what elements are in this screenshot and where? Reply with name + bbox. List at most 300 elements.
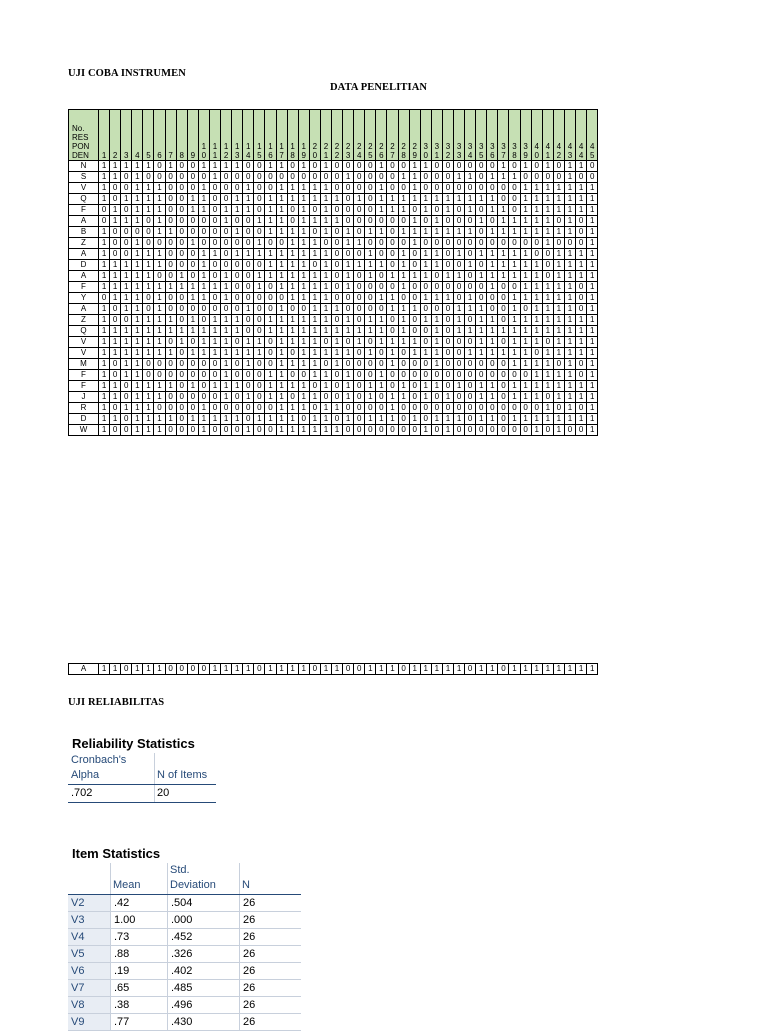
item-label: V5 (68, 946, 110, 962)
score-cell: 0 (221, 304, 232, 315)
column-number: 3 6 (490, 142, 495, 160)
respondent-row (69, 370, 598, 381)
score-cell: 0 (331, 381, 342, 392)
score-cell: 1 (287, 282, 298, 293)
score-cell: 0 (354, 282, 365, 293)
score-cell: 1 (143, 271, 154, 282)
item-mean: .65 (110, 980, 167, 996)
score-cell: 1 (110, 282, 121, 293)
score-cell: 1 (298, 392, 309, 403)
score-cell: 0 (487, 304, 498, 315)
score-cell: 1 (520, 260, 531, 271)
score-cell: 1 (331, 359, 342, 370)
score-cell: 0 (165, 359, 176, 370)
score-cell: 1 (487, 337, 498, 348)
score-cell: 0 (442, 172, 453, 183)
score-cell: 0 (209, 403, 220, 414)
score-cell: 1 (498, 271, 509, 282)
score-cell: 1 (143, 260, 154, 271)
item-stat-row (68, 929, 301, 946)
score-cell: 1 (553, 370, 564, 381)
item-mean: .88 (110, 946, 167, 962)
score-cell: 0 (354, 359, 365, 370)
score-cell: 1 (176, 326, 187, 337)
score-cell: 1 (320, 249, 331, 260)
respondent-row (69, 315, 598, 326)
score-cell: 0 (387, 227, 398, 238)
score-cell: 1 (254, 348, 265, 359)
column-header (198, 110, 209, 161)
cronbach-alpha-header-line1: Cronbach's (71, 754, 127, 766)
score-cell: 1 (398, 315, 409, 326)
score-cell: 1 (254, 249, 265, 260)
score-cell: 1 (520, 315, 531, 326)
score-cell: 0 (398, 216, 409, 227)
score-cell: 0 (387, 161, 398, 172)
score-cell: 1 (276, 414, 287, 425)
respondent-row (69, 403, 598, 414)
score-cell: 1 (487, 271, 498, 282)
score-cell: 0 (254, 260, 265, 271)
score-cell: 0 (331, 205, 342, 216)
score-cell: 0 (442, 370, 453, 381)
score-cell: 1 (531, 414, 542, 425)
score-cell: 1 (298, 205, 309, 216)
score-cell: 1 (387, 271, 398, 282)
col-divider-3 (239, 863, 240, 894)
column-number: 4 2 (556, 142, 562, 160)
cronbach-alpha-header-line2: Alpha (71, 769, 100, 781)
score-cell: 0 (309, 227, 320, 238)
score-cell: 0 (110, 370, 121, 381)
score-cell: 0 (309, 260, 320, 271)
score-cell: 1 (531, 359, 542, 370)
score-cell: 0 (387, 282, 398, 293)
score-cell: 1 (354, 326, 365, 337)
score-cell: 1 (487, 392, 498, 403)
item-n: 26 (239, 929, 301, 945)
item-n: 26 (239, 997, 301, 1013)
score-cell: 0 (165, 304, 176, 315)
score-cell: 1 (265, 194, 276, 205)
score-cell: 0 (354, 205, 365, 216)
score-cell: 0 (320, 392, 331, 403)
score-cell: 1 (587, 216, 598, 227)
item-mean: .77 (110, 1014, 167, 1030)
score-cell: 1 (487, 282, 498, 293)
score-cell: 1 (409, 227, 420, 238)
score-cell: 1 (454, 381, 465, 392)
score-cell: 0 (198, 370, 209, 381)
column-number: 6 (157, 151, 162, 160)
score-cell: 1 (487, 348, 498, 359)
score-cell: 1 (587, 425, 598, 436)
score-cell: 1 (276, 227, 287, 238)
score-cell: 1 (132, 403, 143, 414)
score-cell: 0 (442, 183, 453, 194)
score-cell: 1 (343, 414, 354, 425)
column-number: 4 0 (534, 142, 539, 160)
score-cell: 0 (576, 216, 587, 227)
respondent-row (69, 238, 598, 249)
std-header-line1: Std. (170, 864, 190, 876)
column-number: 4 4 (578, 142, 584, 160)
score-cell: 0 (465, 664, 476, 675)
score-cell: 0 (121, 381, 132, 392)
score-cell: 1 (398, 381, 409, 392)
n-of-items-header: N of Items (157, 769, 208, 781)
score-cell: 1 (221, 282, 232, 293)
score-cell: 1 (221, 315, 232, 326)
score-cell: 0 (209, 216, 220, 227)
score-cell: 0 (509, 282, 520, 293)
score-cell: 1 (476, 194, 487, 205)
score-cell: 1 (121, 216, 132, 227)
score-cell: 1 (209, 326, 220, 337)
score-cell: 0 (187, 161, 198, 172)
score-cell: 1 (132, 381, 143, 392)
column-header (420, 110, 431, 161)
score-cell: 0 (365, 205, 376, 216)
n-of-items-value: 20 (157, 787, 170, 799)
score-cell: 1 (309, 304, 320, 315)
score-cell: 1 (209, 664, 220, 675)
score-cell: 0 (431, 282, 442, 293)
score-cell: 1 (298, 282, 309, 293)
score-cell: 0 (398, 414, 409, 425)
score-cell: 1 (553, 326, 564, 337)
score-cell: 0 (487, 370, 498, 381)
score-cell: 0 (376, 425, 387, 436)
item-statistics-table (68, 863, 301, 1028)
score-cell: 1 (165, 227, 176, 238)
score-cell: 0 (121, 205, 132, 216)
score-cell: 1 (509, 414, 520, 425)
score-cell: 0 (354, 403, 365, 414)
score-cell: 1 (99, 260, 110, 271)
column-header (243, 110, 254, 161)
score-cell: 1 (221, 348, 232, 359)
score-cell: 1 (465, 293, 476, 304)
score-cell: 1 (576, 664, 587, 675)
item-std-deviation: .485 (167, 980, 239, 996)
score-cell: 0 (476, 282, 487, 293)
score-cell: 1 (442, 227, 453, 238)
score-cell: 1 (476, 326, 487, 337)
score-cell: 1 (587, 403, 598, 414)
score-cell: 0 (209, 304, 220, 315)
score-cell: 1 (198, 249, 209, 260)
score-cell: 0 (209, 205, 220, 216)
score-cell: 1 (154, 326, 165, 337)
score-cell: 0 (176, 260, 187, 271)
respondent-row (69, 271, 598, 282)
respondent-code: M (69, 359, 99, 370)
score-cell: 0 (198, 392, 209, 403)
score-cell: 0 (331, 183, 342, 194)
score-cell: 0 (221, 260, 232, 271)
score-cell: 1 (276, 425, 287, 436)
score-cell: 0 (243, 271, 254, 282)
respondent-code: F (69, 381, 99, 392)
item-label: V9 (68, 1014, 110, 1030)
score-cell: 1 (254, 414, 265, 425)
score-cell: 1 (232, 315, 243, 326)
score-cell: 0 (165, 249, 176, 260)
column-number: 3 7 (501, 142, 506, 160)
score-cell: 1 (553, 315, 564, 326)
score-cell: 0 (387, 249, 398, 260)
score-cell: 0 (498, 194, 509, 205)
column-number: 5 (146, 151, 151, 160)
score-cell: 1 (265, 260, 276, 271)
score-cell: 1 (287, 260, 298, 271)
score-cell: 0 (243, 172, 254, 183)
score-cell: 1 (132, 271, 143, 282)
score-cell: 1 (553, 414, 564, 425)
score-cell: 1 (454, 172, 465, 183)
column-header (343, 110, 354, 161)
score-cell: 0 (254, 315, 265, 326)
score-cell: 0 (187, 370, 198, 381)
score-cell: 0 (232, 392, 243, 403)
score-cell: 0 (132, 227, 143, 238)
score-cell: 0 (576, 425, 587, 436)
item-label: V4 (68, 929, 110, 945)
score-cell: 1 (431, 326, 442, 337)
score-cell: 1 (198, 260, 209, 271)
score-cell: 0 (498, 304, 509, 315)
score-cell: 1 (99, 304, 110, 315)
score-cell: 1 (476, 381, 487, 392)
column-header (143, 110, 154, 161)
score-cell: 1 (587, 238, 598, 249)
score-cell: 1 (99, 664, 110, 675)
score-cell: 0 (110, 249, 121, 260)
score-cell: 0 (498, 238, 509, 249)
score-cell: 0 (209, 271, 220, 282)
column-number: 1 (101, 151, 107, 160)
score-cell: 1 (110, 205, 121, 216)
score-cell: 1 (154, 337, 165, 348)
score-cell: 1 (276, 194, 287, 205)
score-cell: 0 (420, 304, 431, 315)
score-cell: 1 (176, 337, 187, 348)
column-header (354, 110, 365, 161)
score-cell: 1 (365, 315, 376, 326)
score-cell: 0 (320, 238, 331, 249)
item-label: V6 (68, 963, 110, 979)
score-cell: 1 (465, 205, 476, 216)
score-cell: 1 (398, 205, 409, 216)
score-cell: 1 (99, 414, 110, 425)
score-cell: 0 (420, 359, 431, 370)
score-cell: 0 (387, 425, 398, 436)
score-cell: 0 (542, 337, 553, 348)
score-cell: 0 (154, 161, 165, 172)
score-cell: 1 (243, 359, 254, 370)
column-header (509, 110, 520, 161)
column-number: 3 2 (445, 142, 451, 160)
uji-reliabilitas-title: UJI RELIABILITAS (68, 697, 165, 708)
score-cell: 0 (265, 403, 276, 414)
score-cell: 1 (520, 348, 531, 359)
score-cell: 1 (376, 664, 387, 675)
score-cell: 1 (531, 205, 542, 216)
item-std-deviation: .504 (167, 895, 239, 911)
score-cell: 0 (176, 205, 187, 216)
score-cell: 0 (354, 348, 365, 359)
score-cell: 1 (154, 216, 165, 227)
score-cell: 0 (121, 183, 132, 194)
score-cell: 0 (243, 282, 254, 293)
score-cell: 1 (221, 271, 232, 282)
score-cell: 0 (165, 392, 176, 403)
header-label-cell (69, 110, 99, 161)
score-cell: 0 (465, 337, 476, 348)
score-cell: 0 (243, 326, 254, 337)
column-header (398, 110, 409, 161)
score-cell: 0 (409, 359, 420, 370)
score-cell: 1 (587, 260, 598, 271)
score-cell: 1 (309, 370, 320, 381)
score-cell: 1 (354, 260, 365, 271)
score-cell: 0 (187, 183, 198, 194)
item-stat-row (68, 895, 301, 912)
score-cell: 1 (110, 271, 121, 282)
score-cell: 0 (331, 370, 342, 381)
score-cell: 1 (265, 392, 276, 403)
score-cell: 1 (520, 161, 531, 172)
header-label-line: RES (72, 133, 89, 142)
score-cell: 0 (465, 271, 476, 282)
score-cell: 0 (454, 337, 465, 348)
score-cell: 1 (309, 249, 320, 260)
column-header (309, 110, 320, 161)
score-cell: 0 (265, 293, 276, 304)
score-cell: 0 (398, 664, 409, 675)
item-label: V8 (68, 997, 110, 1013)
score-cell: 0 (476, 293, 487, 304)
score-cell: 1 (209, 172, 220, 183)
score-cell: 1 (476, 348, 487, 359)
item-n: 26 (239, 895, 301, 911)
score-cell: 0 (209, 392, 220, 403)
score-cell: 1 (365, 271, 376, 282)
score-cell: 0 (121, 249, 132, 260)
score-cell: 1 (276, 664, 287, 675)
score-cell: 0 (420, 414, 431, 425)
score-cell: 0 (187, 359, 198, 370)
score-cell: 1 (431, 414, 442, 425)
score-cell: 0 (209, 183, 220, 194)
score-cell: 1 (221, 381, 232, 392)
score-cell: 1 (99, 194, 110, 205)
score-cell: 1 (254, 337, 265, 348)
score-cell: 0 (365, 370, 376, 381)
item-std-deviation: .430 (167, 1014, 239, 1030)
score-cell: 1 (509, 381, 520, 392)
score-cell: 1 (454, 271, 465, 282)
score-cell: 1 (232, 227, 243, 238)
score-cell: 1 (243, 249, 254, 260)
score-cell: 0 (576, 370, 587, 381)
score-cell: 0 (420, 403, 431, 414)
score-cell: 0 (331, 315, 342, 326)
score-cell: 0 (232, 282, 243, 293)
score-cell: 1 (265, 205, 276, 216)
score-cell: 1 (99, 271, 110, 282)
score-cell: 0 (343, 194, 354, 205)
score-cell: 0 (187, 664, 198, 675)
score-cell: 1 (431, 381, 442, 392)
score-cell: 0 (232, 260, 243, 271)
score-cell: 0 (509, 183, 520, 194)
score-cell: 1 (143, 249, 154, 260)
score-cell: 0 (553, 216, 564, 227)
score-cell: 1 (298, 194, 309, 205)
score-cell: 1 (509, 392, 520, 403)
item-label: V2 (68, 895, 110, 911)
score-cell: 0 (376, 249, 387, 260)
score-cell: 1 (187, 238, 198, 249)
score-cell: 1 (132, 304, 143, 315)
score-cell: 1 (209, 161, 220, 172)
score-cell: 0 (287, 370, 298, 381)
score-cell: 0 (176, 392, 187, 403)
score-cell: 0 (409, 293, 420, 304)
score-cell: 0 (176, 425, 187, 436)
score-cell: 0 (143, 370, 154, 381)
score-cell: 1 (154, 205, 165, 216)
score-cell: 1 (542, 183, 553, 194)
score-cell: 0 (476, 359, 487, 370)
score-cell: 1 (298, 359, 309, 370)
score-cell: 1 (287, 249, 298, 260)
score-cell: 1 (531, 337, 542, 348)
score-cell: 0 (431, 172, 442, 183)
respondent-row (69, 359, 598, 370)
column-header (99, 110, 110, 161)
score-cell: 0 (243, 315, 254, 326)
score-cell: 1 (398, 172, 409, 183)
score-cell: 0 (509, 161, 520, 172)
score-cell: 1 (442, 664, 453, 675)
score-cell: 1 (376, 260, 387, 271)
score-cell: 1 (587, 359, 598, 370)
item-std-deviation: .326 (167, 946, 239, 962)
score-cell: 1 (143, 194, 154, 205)
score-cell: 1 (553, 205, 564, 216)
score-cell: 1 (531, 370, 542, 381)
score-cell: 1 (99, 227, 110, 238)
score-cell: 1 (198, 194, 209, 205)
score-cell: 1 (198, 161, 209, 172)
score-cell: 1 (553, 381, 564, 392)
score-cell: 1 (553, 271, 564, 282)
score-cell: 1 (99, 326, 110, 337)
score-cell: 1 (198, 348, 209, 359)
score-cell: 1 (309, 425, 320, 436)
score-cell: 1 (187, 293, 198, 304)
score-cell: 0 (276, 293, 287, 304)
score-cell: 1 (309, 238, 320, 249)
score-cell: 0 (387, 183, 398, 194)
column-header (542, 110, 553, 161)
score-cell: 0 (143, 216, 154, 227)
score-cell: 1 (454, 194, 465, 205)
score-cell: 0 (542, 260, 553, 271)
